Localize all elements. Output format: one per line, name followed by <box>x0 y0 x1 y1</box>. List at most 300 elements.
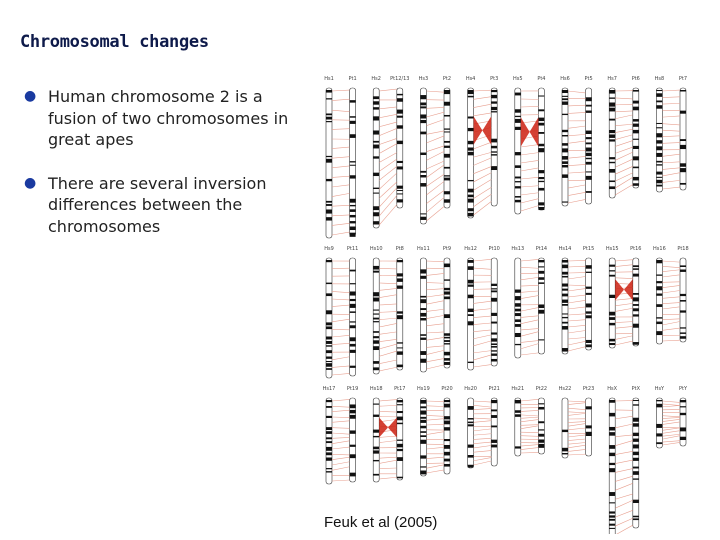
chromosome-band <box>609 339 615 342</box>
homology-line <box>426 470 444 473</box>
chromosome-band <box>444 464 450 467</box>
chromosome-band <box>468 406 474 410</box>
chromosome-band <box>326 260 332 262</box>
homology-line <box>379 323 397 327</box>
homology-line <box>426 207 444 221</box>
chromosome-band <box>420 299 426 303</box>
chromosome-band <box>373 96 379 99</box>
homology-line <box>474 429 492 431</box>
chromosome-band <box>609 157 615 159</box>
chromosome-band <box>515 196 521 198</box>
homology-line <box>379 182 397 198</box>
homology-line <box>615 147 633 153</box>
homology-line <box>332 467 350 471</box>
chromosome-band <box>373 141 379 143</box>
homology-line <box>426 337 444 340</box>
chromosome-band <box>680 265 686 267</box>
homology-line <box>568 445 586 448</box>
homology-line <box>332 185 350 187</box>
bullet-list <box>24 86 304 259</box>
chromosome-band <box>350 410 356 413</box>
homology-line <box>379 460 397 463</box>
chromosome-band <box>515 290 521 293</box>
chromosome-band <box>633 297 639 301</box>
homology-line <box>521 168 539 171</box>
chromosome-band <box>468 117 474 119</box>
chromosome-band <box>586 191 592 193</box>
chromosome-band <box>656 172 662 175</box>
chromosome-band <box>633 418 639 422</box>
chromosome-band <box>609 502 615 503</box>
homology-line <box>474 187 492 198</box>
chromosome-band <box>562 148 568 152</box>
chromosome-band <box>350 344 356 347</box>
chromosome-band <box>562 300 568 303</box>
homology-line <box>379 304 397 305</box>
chromosome-body <box>350 258 356 376</box>
chromosome-label: Hs14 <box>558 246 572 252</box>
homology-line <box>521 426 539 429</box>
chromosome-band <box>350 350 356 353</box>
chromosome-band <box>609 312 615 316</box>
chromosome-band <box>633 452 639 455</box>
chromosome-band <box>444 404 450 408</box>
chromosome-band <box>326 471 332 472</box>
chromosome-band <box>680 90 686 91</box>
chromosome-band <box>397 260 403 262</box>
chromosome-band <box>515 200 521 203</box>
homology-line <box>426 465 444 468</box>
chromosome-band <box>680 332 686 333</box>
chromosome-band <box>350 445 356 447</box>
homology-line <box>474 268 492 269</box>
chromosome-label: Pt7 <box>678 76 688 82</box>
homology-line <box>568 449 586 451</box>
chromosome-band <box>420 183 426 186</box>
chromosome-band <box>373 266 379 270</box>
chromosome-band <box>326 368 332 370</box>
chromosome-band <box>515 344 521 345</box>
homology-line <box>426 119 444 125</box>
chromosome-band <box>444 199 450 202</box>
chromosome-band <box>397 190 403 191</box>
chromosome-band <box>420 106 426 108</box>
chromosome-band <box>586 162 592 165</box>
chromosome-band <box>609 511 615 513</box>
homology-line <box>379 400 397 401</box>
bullet-dot-icon: ● <box>24 174 37 191</box>
homology-line <box>332 129 350 130</box>
homology-line <box>474 341 492 346</box>
chromosome-band <box>326 406 332 408</box>
chromosome-band <box>420 114 426 118</box>
chromosome-body <box>444 88 450 208</box>
homology-line <box>568 276 586 279</box>
chromosome-label: Pt21 <box>488 386 500 392</box>
homology-line <box>521 316 539 318</box>
inversion-marker <box>615 279 633 300</box>
homology-line <box>379 351 397 356</box>
chromosome-band <box>656 317 662 318</box>
homology-line <box>426 406 444 407</box>
homology-line <box>662 282 680 283</box>
homology-line <box>332 357 350 360</box>
chromosome-band <box>609 162 615 163</box>
chromosome-band <box>491 343 497 345</box>
homology-line <box>521 448 539 450</box>
chromosome-band <box>515 181 521 182</box>
chromosome-band <box>373 206 379 210</box>
homology-line <box>379 114 397 117</box>
chromosome-band <box>609 186 615 189</box>
chromosome-body <box>373 258 379 374</box>
chromosome-band <box>326 283 332 284</box>
homology-line <box>379 144 397 154</box>
chromosome-band <box>562 101 568 104</box>
homology-line <box>615 308 633 311</box>
homology-line <box>426 419 444 421</box>
homology-line <box>332 399 350 401</box>
homology-line <box>426 131 444 134</box>
chromosome-band <box>468 266 474 270</box>
chromosome-band <box>515 109 521 112</box>
homology-line <box>474 113 492 116</box>
chromosome-band <box>633 274 639 277</box>
homology-line <box>426 107 444 108</box>
homology-line <box>662 321 680 325</box>
chromosome-band <box>468 199 474 203</box>
chromosome-band <box>420 466 426 467</box>
homology-line <box>474 330 492 332</box>
chromosome-band <box>444 297 450 300</box>
homology-line <box>521 420 539 422</box>
chromosome-label: Hs2 <box>371 76 381 82</box>
chromosome-band <box>373 415 379 417</box>
chromosome-band <box>633 124 639 127</box>
homology-line <box>662 116 680 117</box>
chromosome-band <box>633 156 639 160</box>
chromosome-label: Hs20 <box>464 386 477 392</box>
chromosome-band <box>444 167 450 169</box>
chromosome-band <box>373 361 379 364</box>
chromosome-band <box>468 422 474 424</box>
chromosome-band <box>586 311 592 313</box>
bullet-text: There are several inversion differences between the chromosomes <box>48 173 267 236</box>
homology-line <box>379 318 397 320</box>
homology-line <box>332 343 350 344</box>
chromosome-band <box>326 341 332 344</box>
chromosome-band <box>350 325 356 328</box>
homology-line <box>662 319 680 320</box>
chromosome-band <box>350 337 356 341</box>
homology-line <box>379 288 397 290</box>
bullet-text: Human chromosome 2 is a fusion of two chromosomes in great apes <box>48 87 289 149</box>
homology-line <box>568 403 586 405</box>
chromosome-label: Pt2 <box>442 76 452 82</box>
chromosome-band <box>609 265 615 267</box>
homology-line <box>332 215 350 216</box>
chromosome-band <box>586 142 592 144</box>
chromosome-band <box>680 163 686 166</box>
chromosome-band <box>562 265 568 269</box>
chromosome-band <box>515 410 521 413</box>
chromosome-band <box>373 474 379 476</box>
chromosome-body <box>609 258 615 348</box>
chromosome-band <box>491 101 497 103</box>
chromosome-band <box>491 298 497 302</box>
chromosome-band <box>633 400 639 401</box>
chromosome-band <box>562 98 568 100</box>
chromosome-label: Pt20 <box>441 386 453 392</box>
chromosome-band <box>562 448 568 452</box>
chromosome-band <box>656 93 662 97</box>
chromosome-band <box>373 271 379 273</box>
homology-line <box>615 525 633 534</box>
chromosome-band <box>444 427 450 430</box>
chromosome-band <box>586 315 592 318</box>
homology-line <box>474 201 492 215</box>
chromosome-body <box>680 88 686 190</box>
chromosome-band <box>656 331 662 335</box>
chromosome-label: Pt18 <box>677 246 689 252</box>
chromosome-band <box>609 180 615 182</box>
chromosome-band <box>326 427 332 430</box>
chromosome-band <box>373 310 379 311</box>
homology-line <box>615 135 633 140</box>
chromosome-band <box>538 429 544 430</box>
chromosome-band <box>633 342 639 345</box>
chromosome-band <box>680 437 686 440</box>
homology-line <box>426 432 444 435</box>
homology-line <box>379 196 397 217</box>
homology-line <box>521 344 539 349</box>
homology-line <box>662 275 680 277</box>
chromosome-band <box>562 322 568 324</box>
chromosome-band <box>350 473 356 477</box>
homology-line <box>662 97 680 98</box>
chromosome-band <box>491 400 497 403</box>
chromosome-band <box>397 186 403 189</box>
chromosome-body <box>656 258 662 344</box>
chromosome-label: PtY <box>678 386 688 392</box>
chromosome-band <box>656 133 662 137</box>
chromosome-body <box>397 398 403 480</box>
chromosome-label: Hs3 <box>418 76 429 82</box>
chromosome-band <box>562 96 568 97</box>
chromosome-band <box>633 167 639 169</box>
chromosome-label: Hs1 <box>324 76 334 82</box>
homology-line <box>662 187 680 189</box>
homology-line <box>521 410 539 411</box>
inversion-marker <box>474 116 492 144</box>
chromosome-band <box>397 286 403 289</box>
chromosome-band <box>420 351 426 355</box>
homology-line <box>332 428 350 429</box>
chromosome-body <box>491 398 497 466</box>
chromosome-band <box>491 288 497 289</box>
chromosome-band <box>373 340 379 343</box>
homology-line <box>332 232 350 235</box>
chromosome-band <box>680 413 686 415</box>
homology-line <box>662 417 680 418</box>
chromosome-label: Pt11 <box>346 246 359 252</box>
homology-line <box>332 299 350 300</box>
homology-line <box>332 447 350 449</box>
homology-line <box>662 434 680 436</box>
chromosome-band <box>633 183 639 186</box>
chromosome-band <box>491 350 497 351</box>
chromosome-label: Pt15 <box>582 246 595 252</box>
chromosome-band <box>373 145 379 149</box>
chromosome-band <box>562 174 568 177</box>
homology-line <box>568 91 586 93</box>
chromosome-band <box>656 281 662 283</box>
chromosome-band <box>656 304 662 307</box>
chromosome-band <box>491 338 497 341</box>
homology-line <box>521 308 539 312</box>
chromosome-band <box>420 95 426 99</box>
homology-line <box>568 105 586 106</box>
chromosome-band <box>326 322 332 325</box>
homology-line <box>662 90 680 91</box>
chromosome-band <box>326 204 332 206</box>
homology-line <box>521 160 539 163</box>
chromosome-band <box>397 141 403 144</box>
chromosome-label: HsY <box>654 386 665 392</box>
homology-line <box>615 115 633 119</box>
chromosome-band <box>350 404 356 408</box>
homology-line <box>474 142 492 149</box>
chromosome-band <box>350 165 356 166</box>
homology-line <box>379 411 397 412</box>
chromosome-band <box>326 179 332 181</box>
chromosome-band <box>586 340 592 343</box>
chromosome-band <box>444 362 450 365</box>
chromosome-band <box>326 437 332 439</box>
chromosome-band <box>491 90 497 92</box>
chromosome-band <box>420 276 426 279</box>
homology-line <box>521 145 539 147</box>
homology-line <box>379 205 397 225</box>
homology-line <box>332 462 350 465</box>
homology-line <box>521 425 539 426</box>
chromosome-band <box>656 164 662 165</box>
chromosome-band <box>444 445 450 449</box>
homology-line <box>379 295 397 298</box>
homology-line <box>568 300 586 303</box>
homology-line <box>662 162 680 163</box>
chromosome-band <box>420 296 426 298</box>
chromosome-band <box>444 333 450 336</box>
homology-line <box>332 319 350 322</box>
chromosome-band <box>680 168 686 172</box>
chromosome-band <box>444 288 450 290</box>
chromosome-band <box>326 400 332 402</box>
homology-line <box>615 451 633 454</box>
chromosome-band <box>420 217 426 220</box>
chromosome-band <box>420 440 426 444</box>
chromosome-band <box>538 181 544 182</box>
chromosome-band <box>397 457 403 461</box>
homology-line <box>474 461 492 465</box>
chromosome-band <box>680 300 686 302</box>
chromosome-band <box>515 303 521 306</box>
chromosome-band <box>350 100 356 102</box>
chromosome-band <box>468 152 474 156</box>
chromosome-band <box>350 311 356 313</box>
homology-line <box>521 329 539 330</box>
homology-line <box>568 185 586 188</box>
chromosome-band <box>326 457 332 460</box>
homology-line <box>332 417 350 418</box>
chromosome-band <box>444 178 450 181</box>
chromosome-band <box>609 317 615 320</box>
homology-line <box>568 172 586 173</box>
chromosome-band <box>468 213 474 217</box>
chromosome-label: Pt5 <box>584 76 593 82</box>
chromosome-band <box>633 119 639 121</box>
chromosome-band <box>609 492 615 496</box>
chromosome-band <box>633 444 639 448</box>
homology-line <box>662 428 680 430</box>
chromosome-band <box>468 309 474 312</box>
chromosome-band <box>633 265 639 267</box>
chromosome-band <box>562 130 568 132</box>
chromosome-band <box>468 90 474 94</box>
chromosome-band <box>373 130 379 134</box>
homology-line <box>379 138 397 144</box>
chromosome-band <box>326 159 332 163</box>
homology-line <box>474 323 492 325</box>
homology-line <box>521 417 539 418</box>
homology-line <box>379 166 397 180</box>
chromosome-band <box>350 227 356 231</box>
homology-line <box>568 295 586 297</box>
chromosome-band <box>468 295 474 299</box>
chromosome-band <box>609 468 615 472</box>
chromosome-band <box>562 317 568 318</box>
chromosome-band <box>586 272 592 273</box>
chromosome-band <box>538 123 544 126</box>
chromosome-band <box>656 177 662 178</box>
chromosome-label: Hs21 <box>511 386 525 392</box>
chromosome-band <box>515 333 521 337</box>
homology-line <box>474 451 492 453</box>
chromosome-band <box>633 146 639 149</box>
figure-caption: Feuk et al (2005) <box>324 514 438 531</box>
chromosome-band <box>420 318 426 320</box>
homology-line <box>615 98 633 99</box>
homology-line <box>662 436 680 439</box>
chromosome-band <box>373 116 379 120</box>
chromosome-band <box>656 161 662 163</box>
homology-line <box>474 309 492 311</box>
slide-title: Chromosomal changes <box>20 32 209 52</box>
chromosome-band <box>420 171 426 173</box>
chromosome-band <box>609 524 615 526</box>
homology-line <box>615 265 633 267</box>
homology-line <box>474 351 492 353</box>
chromosome-band <box>633 130 639 133</box>
homology-line <box>615 416 633 419</box>
chromosome-band <box>397 273 403 276</box>
homology-line <box>568 199 586 203</box>
chromosome-band <box>538 282 544 284</box>
homology-line <box>568 112 586 113</box>
homology-line <box>662 303 680 304</box>
homology-line <box>474 405 492 407</box>
chromosome-band <box>491 151 497 152</box>
